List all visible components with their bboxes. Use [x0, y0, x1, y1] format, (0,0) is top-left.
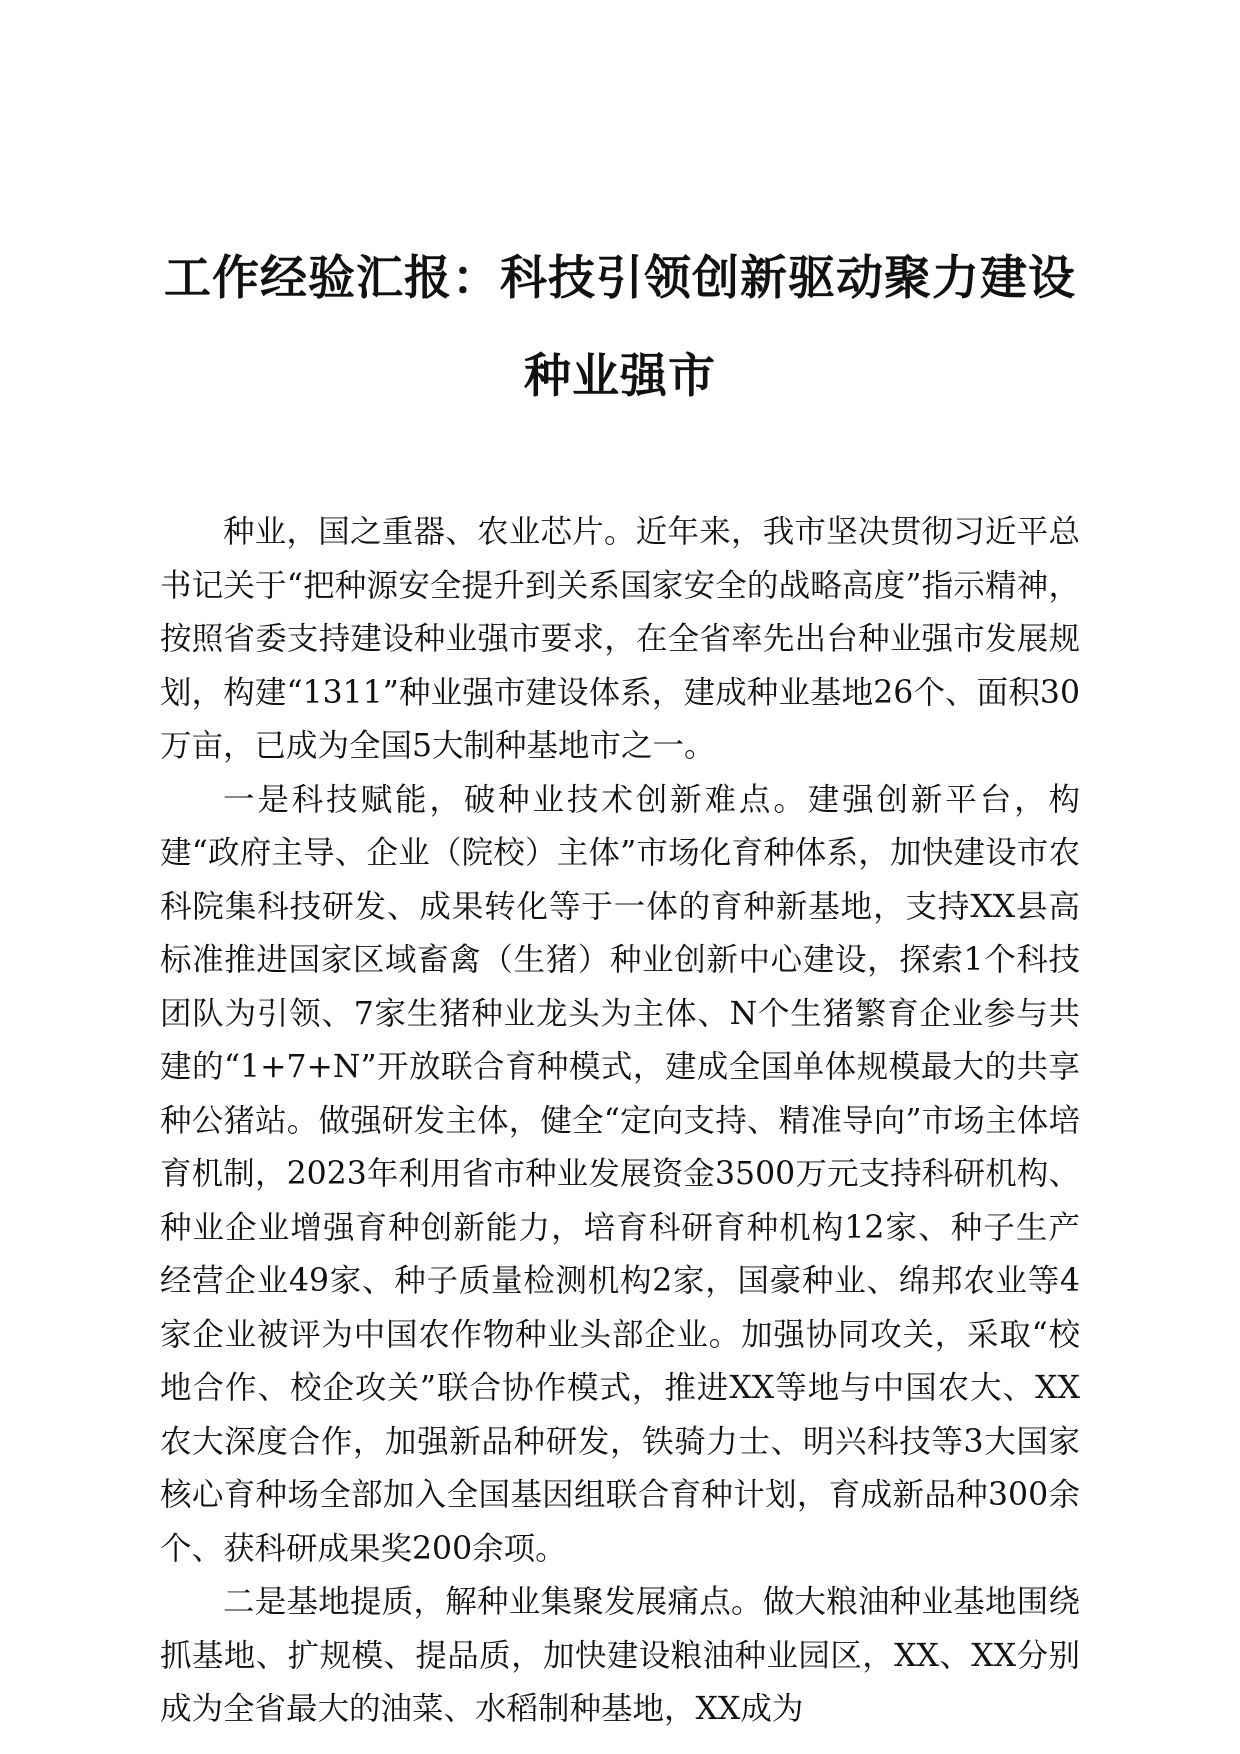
paragraph-intro: 种业，国之重器、农业芯片。近年来，我市坚决贯彻习近平总书记关于“把种源安全提升到关系国家安全的战略高度”指示精神，按照省委支持建设种业强市要求，在全省率先出台种业强市发展规划，构建“1311”种业强市建设体系，建成种业基地26个、面积30万亩，已成为全国5大制种基地市之一。: [160, 514, 1080, 764]
document-title: 工作经验汇报：科技引领创新驱动聚力建设种业强市: [164, 251, 1076, 404]
document-page: [160, 230, 1080, 1737]
paragraph-tech-empowerment: 一是科技赋能，破种业技术创新难点。建强创新平台，构建“政府主导、企业（院校）主体”市场化育种体系，加快建设市农科院集科技研发、成果转化等于一体的育种新基地，支持XX县高标准推进国家区域畜禽（生猪）种业创新中心建设，探索1个科技团队为引领、7家生猪种业龙头为主体、N个生猪繁育企业参与共建的“1+7+N”开放联合育种模式，建成全国单体规模最大的共享种公猪站。做强研发主体，健全“定向支持、精准导向”市场主体培育机制，2023年利用省市种业发展资金3500万元支持科研机构、种业企业增强育种创新能力，培育科研育种机构12家、种子生产经营企业49家、种子质量检测机构2家，国豪种业、绵邦农业等4家企业被评为中国农作物种业头部企业。加强协同攻关，采取“校地合作、校企攻关”联合协作模式，推进XX等地与中国农大、XX农大深度合作，加强新品种研发，铁骑力士、明兴科技等3大国家核心育种场全部加入全国基因组联合育种计划，育成新品种300余个、获科研成果奖200余项。: [160, 781, 1080, 1567]
paragraph-base-quality: 二是基地提质，解种业集聚发展痛点。做大粮油种业基地围绕抓基地、扩规模、提品质，加快建设粮油种业园区，XX、XX分别成为全省最大的油菜、水稻制种基地，XX成为: [160, 1584, 1080, 1727]
